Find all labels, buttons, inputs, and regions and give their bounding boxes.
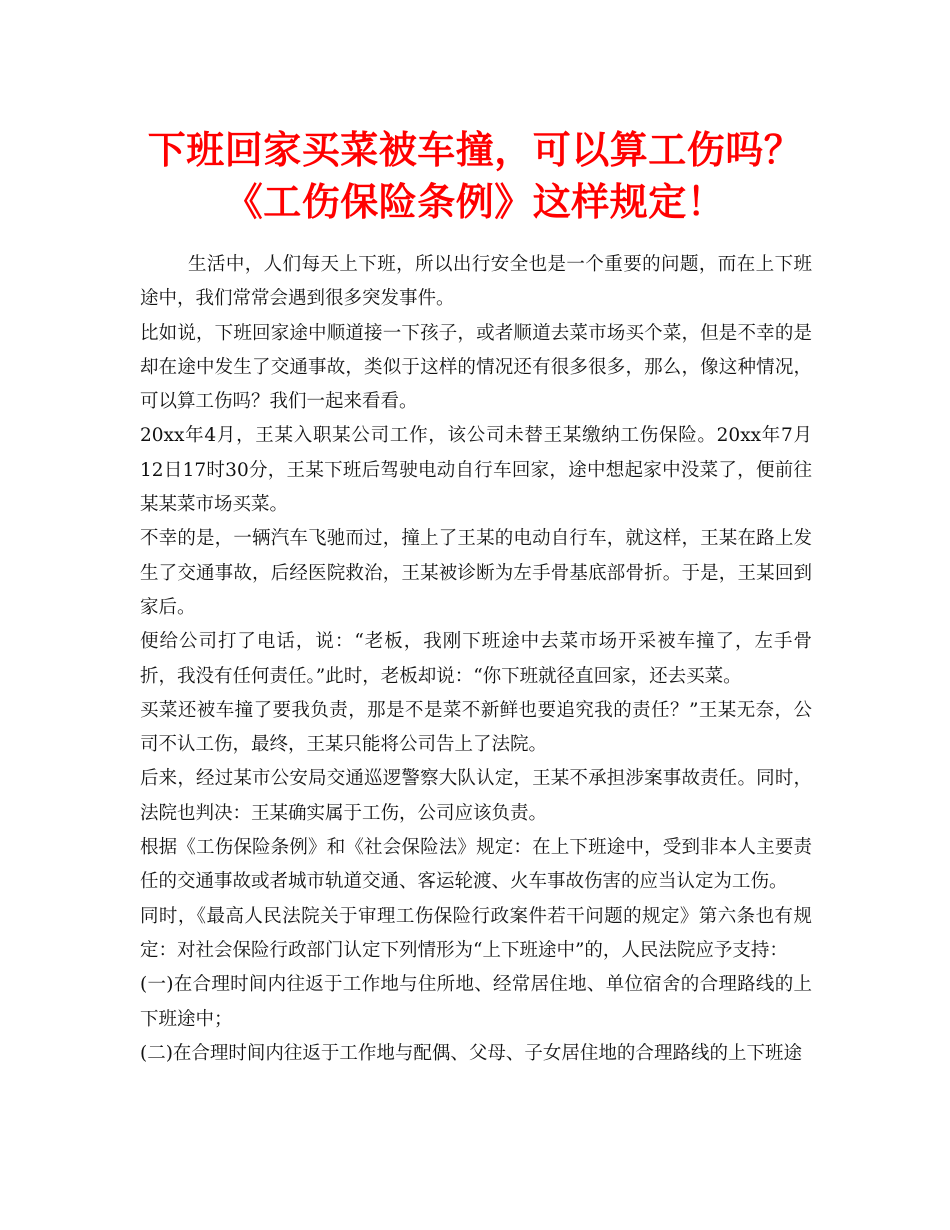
paragraph-item-1: (一)在合理时间内往返于工作地与住所地、经常居住地、单位宿舍的合理路线的上下班途中； (140, 974, 812, 1030)
paragraph-lawsuit: 买菜还被车撞了要我负责，那是不是菜不新鲜也要追究我的责任？”王某无奈，公司不认工伤，最终，王某只能将公司告上了法院。 (140, 699, 812, 756)
paragraph-phone-call: 便给公司打了电话，说：“老板，我刚下班途中去菜市场开采被车撞了，左手骨折，我没有任何责任。”此时，老板却说：“你下班就径直回家，还去买菜。 (140, 631, 812, 687)
paragraph-item-2: (二)在合理时间内往返于工作地与配偶、父母、子女居住地的合理路线的上下班途 (140, 1042, 802, 1064)
paragraph-accident: 不幸的是，一辆汽车飞驰而过，撞上了王某的电动自行车，就这样，王某在路上发生了交通事故，后经医院救治，王某被诊断为左手骨基底部骨折。于是，王某回到家后。 (140, 528, 812, 618)
paragraph-example: 比如说，下班回家途中顺道接一下孩子，或者顺道去菜市场买个菜，但是不幸的是却在途中发生了交通事故，类似于这样的情况还有很多很多，那么，像这种情况，可以算工伤吗？我们一起来看看。 (140, 322, 812, 413)
paragraph-regulation: 根据《工伤保险条例》和《社会保险法》规定：在上下班途中，受到非本人主要责任的交通事故或者城市轨道交通、客运轮渡、火车事故伤害的应当认定为工伤。 (140, 837, 812, 893)
paragraph-case: 20xx年4月，王某入职某公司工作，该公司未替王某缴纳工伤保险。20xx年7月12日17时30分，王某下班后驾驶电动自行车回家，途中想起家中没菜了，便前往某某菜市场买菜。 (140, 425, 812, 516)
paragraph-supreme-court: 同时，《最高人民法院关于审理工伤保险行政案件若干问题的规定》第六条也有规定：对社会保险行政部门认定下列情形为“上下班途中”的，人民法院应予支持： (140, 905, 812, 961)
document-body (140, 248, 812, 1071)
paragraph-intro: 生活中，人们每天上下班，所以出行安全也是一个重要的问题，而在上下班途中，我们常常会遇到很多突发事件。 (140, 254, 812, 310)
paragraph-judgment: 后来，经过某市公安局交通巡逻警察大队认定，王某不承担涉案事故责任。同时，法院也判决：王某确实属于工伤，公司应该负责。 (140, 768, 812, 824)
document-title: 下班回家买菜被车撞，可以算工伤吗？《工伤保险条例》这样规定！ (147, 127, 803, 224)
